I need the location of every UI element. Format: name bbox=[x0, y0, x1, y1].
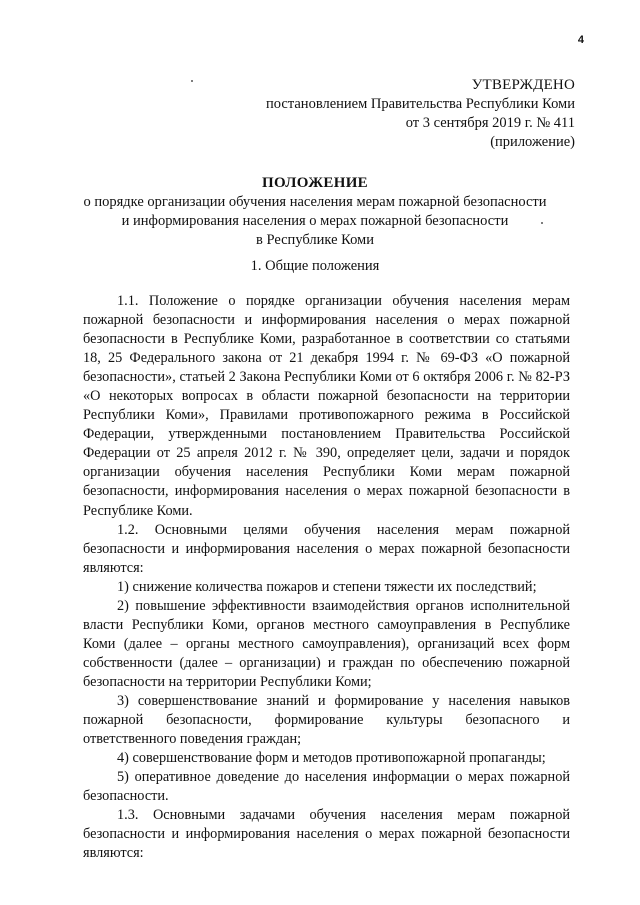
paragraph: 4) совершенствование форм и методов противопожарной пропаганды; bbox=[117, 750, 546, 767]
paragraph: 5) оперативное доведение до населения информации о мерах пожарной безопасности. bbox=[83, 769, 570, 805]
scan-speck bbox=[541, 222, 543, 224]
paragraph: 2) повышение эффективности взаимодействия органов исполнительной власти Республики Коми, органов местного самоуправления в Республике Коми (далее – органы местного самоуправления), организаций всех форм собственности (далее – организации) и граждан по обеспечению пожарной безопасности на территории Республики Коми; bbox=[83, 597, 570, 690]
section-heading: 1. Общие положения bbox=[250, 258, 380, 274]
paragraph: 1.3. Основными задачами обучения населения мерам пожарной безопасности и информирования населения о мерах пожарной безопасности являются: bbox=[83, 807, 570, 862]
approval-stamp-block bbox=[266, 76, 575, 152]
paragraph: 1) снижение количества пожаров и степени тяжести их последствий; bbox=[117, 578, 537, 595]
paragraph: 3) совершенствование знаний и формирование у населения навыков пожарной безопасности, формирование культуры безопасного и ответственного поведения граждан; bbox=[83, 692, 570, 748]
paragraph: 1.2. Основными целями обучения населения мерам пожарной безопасности и информирования населения о мерах пожарной безопасности являются: bbox=[83, 521, 570, 576]
paragraph: 1.1. Положение о порядке организации обучения населения мерам пожарной безопасности и информирования населения о мерах пожарной безопасности в Республике Коми, разработанное в соответствии со статьями 18, 25 Федерального закона от 21 декабря 1994 г. № 69-ФЗ «О пожарной безопасности», статьей 2 Закона Республики Коми от 6 октября 2006 г. № 82-РЗ «О некоторых вопросах в области пожарной безопасности на территории Республики Коми», Правилами противопожарного режима в Российской Федерации, утвержденными постановлением Правительства Российской Федерации от 25 апреля 2012 г. № 390, определяет цели, задачи и порядок организации обучения населения Республики Коми мерам пожарной безопасности, информирования населения о мерах пожарной безопасности в Республике Коми. bbox=[83, 293, 570, 519]
scan-speck bbox=[191, 80, 193, 82]
document-subtitle-line-2: и информирования населения о мерах пожарной безопасности bbox=[121, 213, 509, 229]
document-subtitle-line-3: в Республике Коми bbox=[255, 232, 374, 248]
document-title-block bbox=[60, 174, 570, 250]
approval-line-2: от 3 сентября 2019 г. № 411 bbox=[405, 115, 575, 131]
page-number: 4 bbox=[577, 34, 584, 46]
document-title: ПОЛОЖЕНИЕ bbox=[262, 175, 368, 191]
document-subtitle-line-1: о порядке организации обучения населения мерам пожарной безопасности bbox=[83, 194, 547, 210]
approval-line-3: (приложение) bbox=[490, 134, 575, 150]
approval-heading: УТВЕРЖДЕНО bbox=[471, 77, 575, 93]
document-body bbox=[83, 292, 570, 863]
approval-line-1: постановлением Правительства Республики Коми bbox=[266, 96, 575, 112]
